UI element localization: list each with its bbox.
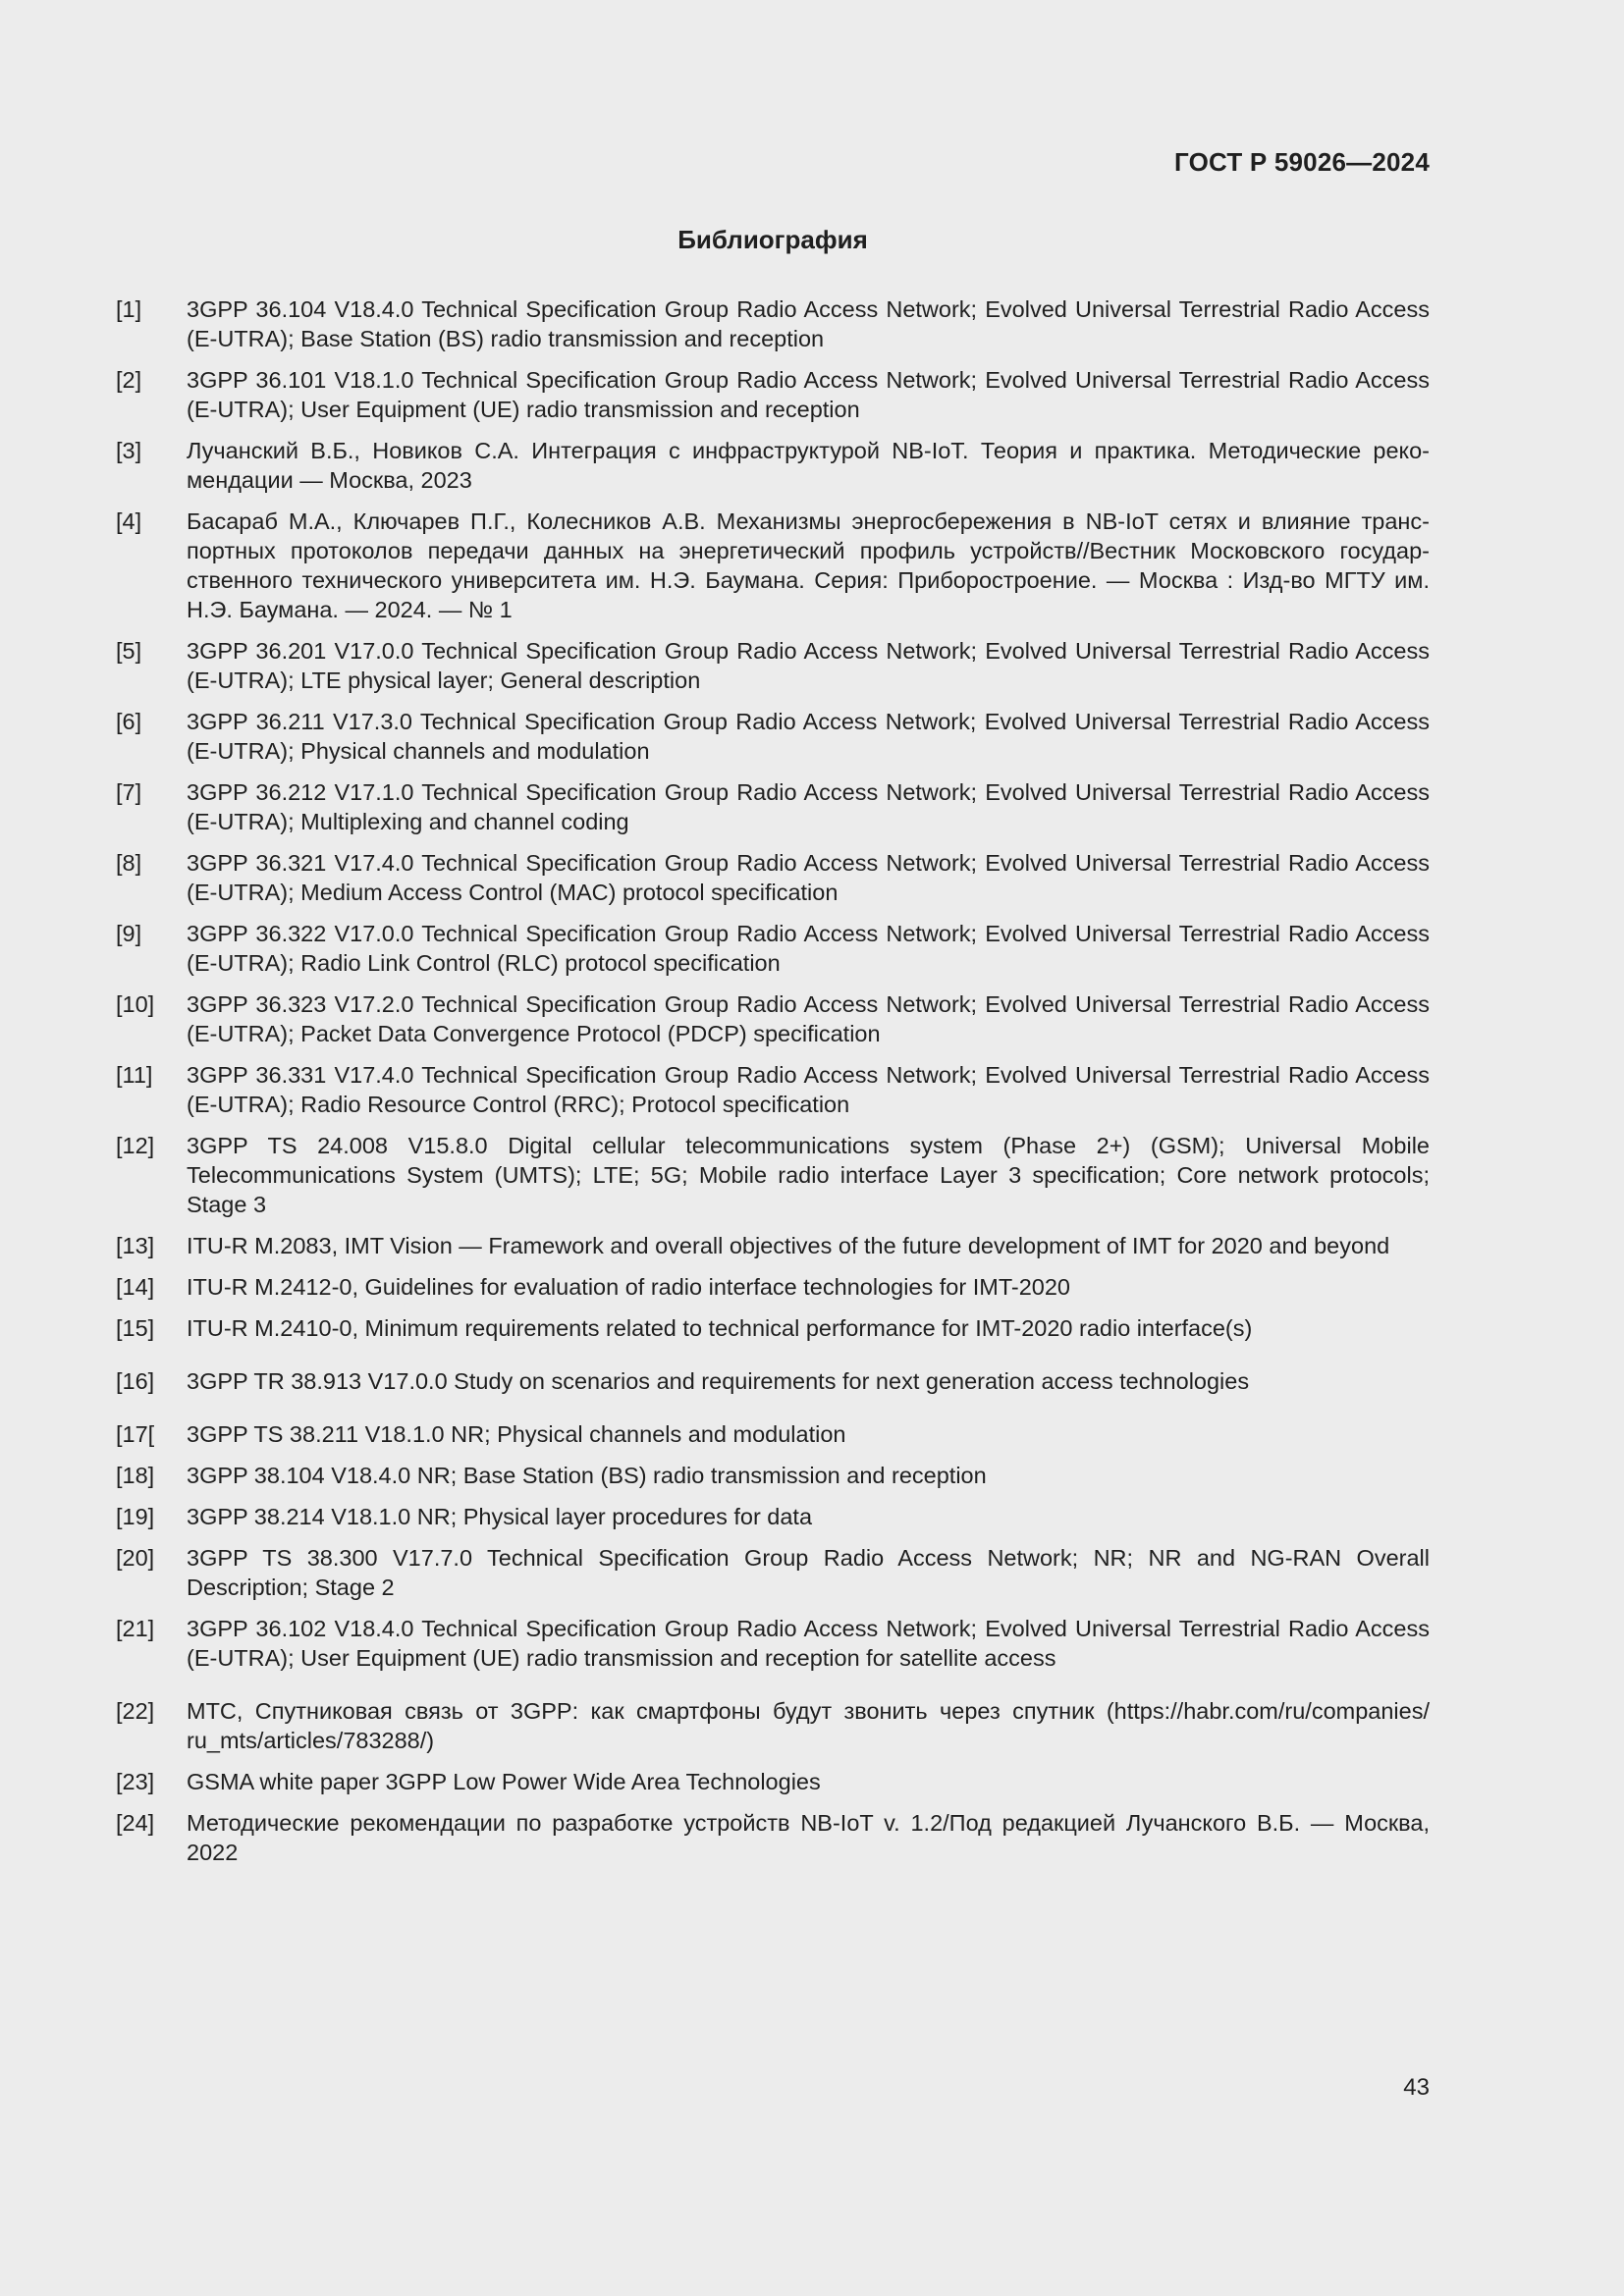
- reference-text: GSMA white paper 3GPP Low Power Wide Area Technologies: [187, 1769, 821, 1794]
- list-item: [116, 507, 1430, 624]
- reference-text: 3GPP TS 38.211 V18.1.0 NR; Physical channels and modulation: [187, 1421, 846, 1447]
- reference-number: [21]: [116, 1616, 155, 1641]
- list-item: [116, 1614, 1430, 1673]
- reference-number: [15]: [116, 1315, 155, 1341]
- reference-text: 3GPP 38.214 V18.1.0 NR; Physical layer procedures for data: [187, 1504, 813, 1529]
- list-item: [116, 1461, 1430, 1490]
- reference-text: 3GPP TS 24.008 V15.8.0 Digital cellular telecommunications system (Phase 2+) (GSM); Universal Mobile Telecommunications System (UMTS); LTE; 5G; Mobile radio interface Layer 3 specification; Core network protocols; Stage 3: [187, 1133, 1430, 1217]
- reference-number: [22]: [116, 1698, 155, 1724]
- reference-text: МТС, Спутниковая связь от 3GPP: как смартфоны будут звонить через спутник (https://habr.com/ru/companies/ ru_mts/articles/783288/): [187, 1698, 1430, 1753]
- reference-number: [12]: [116, 1133, 155, 1158]
- list-item: [116, 919, 1430, 978]
- reference-number: [8]: [116, 850, 142, 876]
- reference-number: [24]: [116, 1810, 155, 1836]
- reference-text: 3GPP 36.321 V17.4.0 Technical Specification Group Radio Access Network; Evolved Universal Terrestrial Radio Access (E-UTRA); Medium Access Control (MAC) protocol specification: [187, 850, 1430, 905]
- reference-text: 3GPP TS 38.300 V17.7.0 Technical Specification Group Radio Access Network; NR; NR and NG-RAN Overall Description; Stage 2: [187, 1545, 1430, 1600]
- list-item: [116, 436, 1430, 495]
- reference-text: 3GPP 36.323 V17.2.0 Technical Specification Group Radio Access Network; Evolved Universal Terrestrial Radio Access (E-UTRA); Packet Data Convergence Protocol (PDCP) specification: [187, 991, 1430, 1046]
- reference-number: [1]: [116, 296, 142, 322]
- reference-number: [14]: [116, 1274, 155, 1300]
- reference-number: [4]: [116, 508, 142, 534]
- reference-text: ITU-R M.2083, IMT Vision — Framework and overall objectives of the future development of IMT for 2020 and beyond: [187, 1233, 1390, 1258]
- reference-text: 3GPP 36.201 V17.0.0 Technical Specification Group Radio Access Network; Evolved Universal Terrestrial Radio Access (E-UTRA); LTE physical layer; General description: [187, 638, 1430, 693]
- bibliography-list: [116, 294, 1430, 1867]
- reference-text: 3GPP 36.104 V18.4.0 Technical Specification Group Radio Access Network; Evolved Universal Terrestrial Radio Access (E-UTRA); Base Station (BS) radio transmission and reception: [187, 296, 1430, 351]
- reference-number: [3]: [116, 438, 142, 463]
- list-item: [116, 1502, 1430, 1531]
- list-item: [116, 1767, 1430, 1796]
- list-item: [116, 636, 1430, 695]
- list-item: [116, 1366, 1430, 1396]
- list-item: [116, 1060, 1430, 1119]
- document-code: ГОСТ Р 59026—2024: [1174, 147, 1430, 177]
- list-item: [116, 1419, 1430, 1449]
- reference-number: [18]: [116, 1463, 155, 1488]
- reference-number: [23]: [116, 1769, 155, 1794]
- reference-text: 3GPP 36.102 V18.4.0 Technical Specification Group Radio Access Network; Evolved Universal Terrestrial Radio Access (E-UTRA); User Equipment (UE) radio transmission and reception for satellite access: [187, 1616, 1430, 1671]
- reference-text: ITU-R M.2412-0, Guidelines for evaluation of radio interface technologies for IMT-2020: [187, 1274, 1070, 1300]
- reference-text: 3GPP 36.212 V17.1.0 Technical Specification Group Radio Access Network; Evolved Universal Terrestrial Radio Access (E-UTRA); Multiplexing and channel coding: [187, 779, 1430, 834]
- reference-text: Басараб М.А., Ключарев П.Г., Колесников А.В. Механизмы энергосбережения в NB-IoT сетях и влияние транспортных протоколов передачи данных на энергетический профиль устройств//Вестник Московского государственного технического университета им. Н.Э. Баумана. Серия: Приборостроение. — Москва : Изд-во МГТУ им. Н.Э. Баумана. — 2024. — № 1: [187, 508, 1430, 622]
- reference-number: [5]: [116, 638, 142, 664]
- reference-number: [16]: [116, 1368, 155, 1394]
- list-item: [116, 1696, 1430, 1755]
- list-item: [116, 365, 1430, 424]
- reference-number: [11]: [116, 1062, 153, 1088]
- list-item: [116, 848, 1430, 907]
- reference-text: 3GPP 36.211 V17.3.0 Technical Specification Group Radio Access Network; Evolved Universal Terrestrial Radio Access (E-UTRA); Physical channels and modulation: [187, 709, 1430, 764]
- list-item: [116, 1272, 1430, 1302]
- list-item: [116, 1543, 1430, 1602]
- reference-number: [10]: [116, 991, 155, 1017]
- reference-text: Лучанский В.Б., Новиков С.А. Интеграция с инфраструктурой NB-IoT. Теория и практика. Методические рекомендации — Москва, 2023: [187, 438, 1430, 493]
- page-number: 43: [1403, 2074, 1430, 2101]
- section-title: Библиография: [677, 225, 868, 254]
- reference-text: 3GPP 36.322 V17.0.0 Technical Specification Group Radio Access Network; Evolved Universal Terrestrial Radio Access (E-UTRA); Radio Link Control (RLC) protocol specification: [187, 921, 1430, 976]
- reference-number: [17[: [116, 1421, 155, 1447]
- reference-number: [2]: [116, 367, 142, 393]
- list-item: [116, 1808, 1430, 1867]
- reference-number: [13]: [116, 1233, 155, 1258]
- reference-number: [6]: [116, 709, 142, 734]
- reference-number: [20]: [116, 1545, 155, 1571]
- list-item: [116, 1313, 1430, 1343]
- list-item: [116, 989, 1430, 1048]
- reference-text: 3GPP 36.101 V18.1.0 Technical Specification Group Radio Access Network; Evolved Universal Terrestrial Radio Access (E-UTRA); User Equipment (UE) radio transmission and reception: [187, 367, 1430, 422]
- list-item: [116, 1231, 1430, 1260]
- list-item: [116, 294, 1430, 353]
- reference-number: [19]: [116, 1504, 155, 1529]
- list-item: [116, 707, 1430, 766]
- reference-number: [7]: [116, 779, 142, 805]
- reference-text: 3GPP TR 38.913 V17.0.0 Study on scenarios and requirements for next generation access technologies: [187, 1368, 1250, 1394]
- reference-number: [9]: [116, 921, 142, 946]
- list-item: [116, 777, 1430, 836]
- reference-text: Методические рекомендации по разработке устройств NB-IoT v. 1.2/Под редакцией Лучанского В.Б. — Москва, 2022: [187, 1810, 1430, 1865]
- reference-text: 3GPP 38.104 V18.4.0 NR; Base Station (BS) radio transmission and reception: [187, 1463, 987, 1488]
- reference-text: 3GPP 36.331 V17.4.0 Technical Specification Group Radio Access Network; Evolved Universal Terrestrial Radio Access (E-UTRA); Radio Resource Control (RRC); Protocol specification: [187, 1062, 1430, 1117]
- reference-text: ITU-R M.2410-0, Minimum requirements related to technical performance for IMT-2020 radio interface(s): [187, 1315, 1253, 1341]
- list-item: [116, 1131, 1430, 1219]
